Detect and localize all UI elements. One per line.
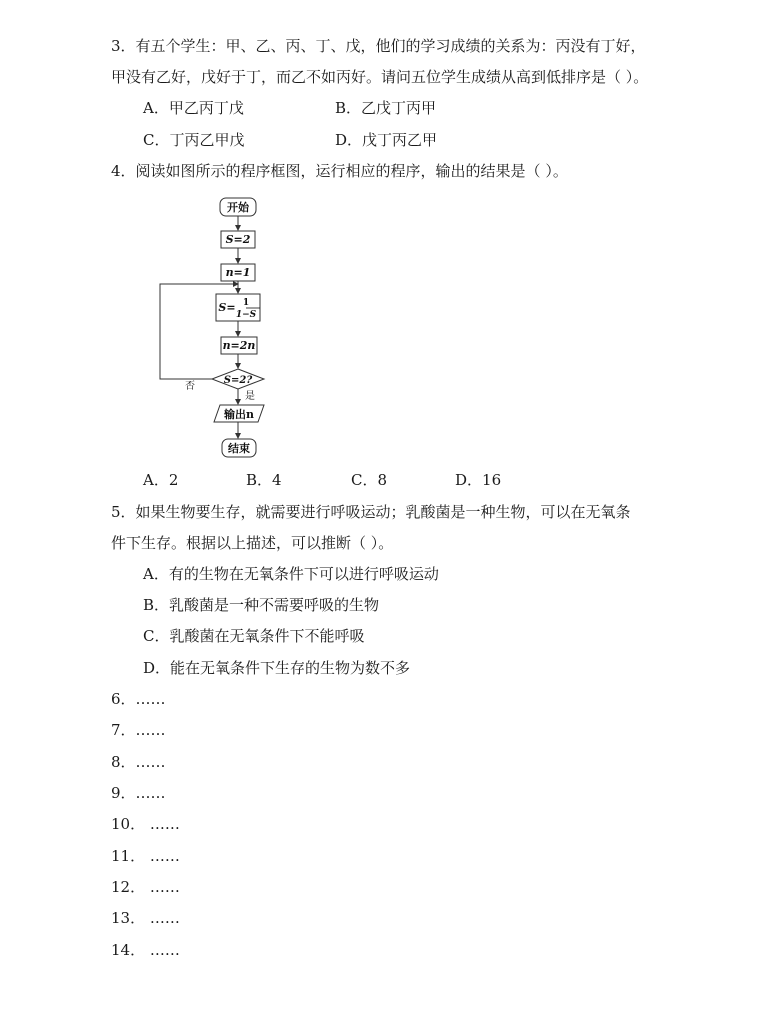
q3-option-a: A．甲乙丙丁戊 (143, 99, 244, 117)
q3-option-d: D．戊丁丙乙甲 (335, 131, 438, 149)
flow-no-label: 否 (185, 381, 195, 392)
question-placeholder-10: 10． …… (111, 815, 180, 833)
flow-s-update-denominator: 1−S (235, 310, 257, 320)
flow-n-init-label: n=1 (225, 266, 251, 279)
flow-start-label: 开始 (227, 201, 249, 214)
q5-stem-line1: 5．如果生物要生存，就需要进行呼吸运动；乳酸菌是一种生物，可以在无氧条 (111, 503, 631, 521)
flow-s-update-numerator: 1 (242, 298, 250, 308)
q5-option-b: B．乳酸菌是一种不需要呼吸的生物 (143, 596, 380, 614)
flow-end-label: 结束 (228, 442, 250, 455)
q5-option-c: C．乳酸菌在无氧条件下不能呼吸 (143, 627, 365, 645)
question-placeholder-12: 12． …… (111, 878, 180, 896)
q5-option-d: D．能在无氧条件下生存的生物为数不多 (143, 659, 411, 677)
question-placeholder-13: 13． …… (111, 909, 180, 927)
q4-stem: 4．阅读如图所示的程序框图，运行相应的程序，输出的结果是（ ）。 (111, 162, 568, 180)
flow-yes-label: 是 (245, 391, 255, 402)
flow-s-update-lhs: S= (218, 301, 236, 314)
q3-option-b: B．乙戊丁丙甲 (335, 99, 437, 117)
q4-option-b: B．4 (246, 471, 282, 489)
question-placeholder-8: 8．…… (111, 753, 166, 771)
flow-decision-label: S=2? (223, 375, 253, 386)
q5-stem-line2: 件下生存。根据以上描述，可以推断（ ）。 (111, 534, 394, 552)
q3-stem-line2: 甲没有乙好，戊好于丁，而乙不如丙好。请问五位学生成绩从高到低排序是（ ）。 (111, 68, 649, 86)
question-placeholder-7: 7．…… (111, 721, 166, 739)
flow-output-label: 输出n (224, 408, 254, 421)
q3-option-c: C．丁丙乙甲戊 (143, 131, 245, 149)
q4-option-a: A．2 (143, 471, 179, 489)
question-placeholder-11: 11． …… (111, 847, 180, 865)
question-placeholder-14: 14． …… (111, 941, 180, 959)
q3-stem-line1: 3．有五个学生：甲、乙、丙、丁、戊，他们的学习成绩的关系为：丙没有丁好， (111, 37, 646, 55)
question-placeholder-9: 9．…… (111, 784, 166, 802)
q5-option-a: A．有的生物在无氧条件下可以进行呼吸运动 (143, 565, 439, 583)
question-placeholder-6: 6．…… (111, 690, 166, 708)
q4-option-c: C．8 (351, 471, 388, 489)
q4-option-d: D．16 (455, 471, 502, 489)
flow-s-init-label: S=2 (225, 233, 251, 246)
flow-n-update-label: n=2n (222, 339, 256, 352)
program-flowchart (150, 192, 280, 464)
